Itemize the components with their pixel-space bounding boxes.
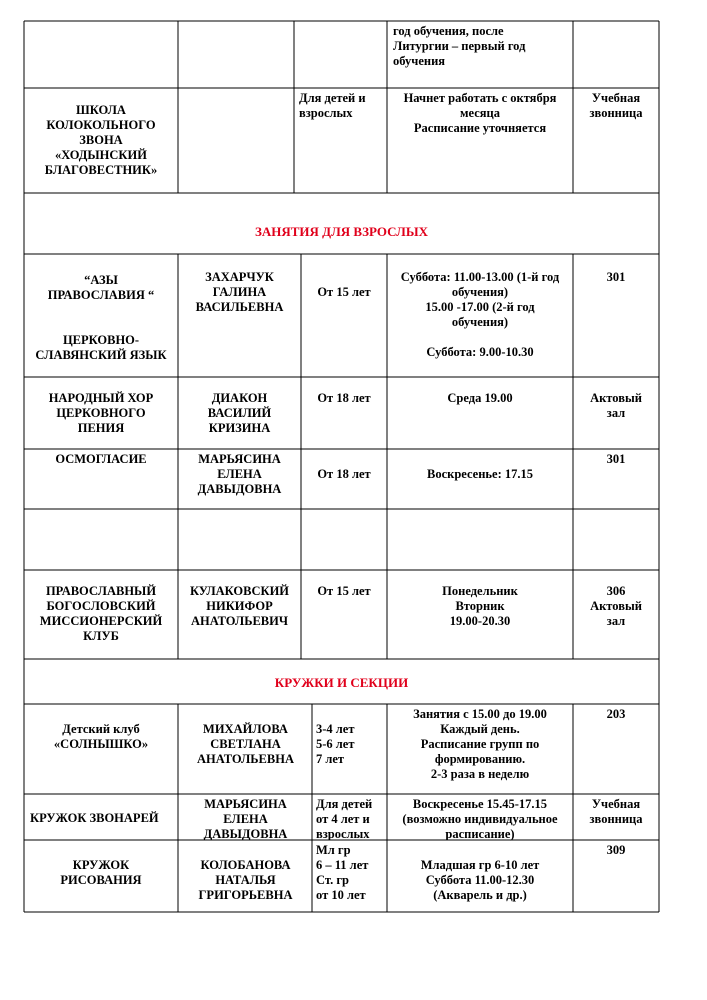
row-schedule: Занятия с 15.00 до 19.00 Каждый день. Расписание групп по формированию. 2-3 раза в неделю (413, 707, 547, 781)
row-room: 306 Актовый зал (590, 584, 642, 628)
row-teacher: КУЛАКОВСКИЙ НИКИФОР АНАТОЛЬЕВИЧ (189, 584, 290, 628)
bell-school-room: Учебная звонница (589, 91, 643, 120)
row-room: 309 (606, 843, 626, 857)
row-age: Для детей от 4 лет и взрослых (316, 797, 373, 841)
row-age: От 18 лет (317, 467, 371, 481)
row-name: КРУЖОК ЗВОНАРЕЙ (30, 811, 159, 825)
row-teacher: МИХАЙЛОВА СВЕТЛАНА АНАТОЛЬЕВНА (197, 722, 294, 766)
row-schedule: Воскресенье 15.45-17.15 (возможно индивидуальное расписание) (402, 797, 558, 841)
row-teacher: МАРЬЯСИНА ЕЛЕНА ДАВЫДОВНА (197, 452, 282, 496)
section-title-clubs: КРУЖКИ И СЕКЦИИ (274, 675, 409, 690)
row-name: КРУЖОК РИСОВАНИЯ (60, 858, 142, 887)
row-teacher: КОЛОБАНОВА НАТАЛЬЯ ГРИГОРЬЕВНА (198, 858, 293, 902)
bell-school-name: ШКОЛА КОЛОКОЛЬНОГО ЗВОНА «ХОДЫНСКИЙ БЛАГОВЕСТНИК» (44, 103, 158, 177)
row-room: 301 (606, 452, 626, 466)
row-room: Учебная звонница (589, 797, 643, 826)
row-teacher: МАРЬЯСИНА ЕЛЕНА ДАВЫДОВНА (203, 797, 288, 841)
bell-school-schedule: Начнет работать с октября месяца Расписание уточняется (403, 91, 557, 135)
row-schedule: Воскресенье: 17.15 (426, 467, 533, 481)
row-name: “АЗЫ ПРАВОСЛАВИЯ “ ЦЕРКОВНО- СЛАВЯНСКИЙ ЯЗЫК (35, 273, 167, 362)
row-schedule: Младшая гр 6-10 лет Суббота 11.00-12.30 (Акварель и др.) (420, 858, 540, 902)
row-schedule: Среда 19.00 (447, 391, 513, 405)
row-age: От 15 лет (317, 285, 371, 299)
row-schedule: Суббота: 11.00-13.00 (1-й год обучения) 15.00 -17.00 (2-й год обучения) Суббота: 9.00-10.30 (400, 270, 560, 359)
section-title-adults: ЗАНЯТИЯ ДЛЯ ВЗРОСЛЫХ (254, 224, 428, 239)
row-age: От 15 лет (317, 584, 371, 598)
row-age: От 18 лет (317, 391, 371, 405)
row-name: ОСМОГЛАСИЕ (55, 452, 147, 466)
row-name: ПРАВОСЛАВНЫЙ БОГОСЛОВСКИЙ МИССИОНЕРСКИЙ КЛУБ (39, 584, 163, 643)
row-teacher: ДИАКОН ВАСИЛИЙ КРИЗИНА (207, 391, 272, 435)
row-room: Актовый зал (590, 391, 642, 420)
row-age: Мл гр 6 – 11 лет Ст. гр от 10 лет (316, 843, 369, 902)
top-row-schedule: год обучения, после Литургии – первый год обучения (393, 24, 526, 68)
row-teacher: ЗАХАРЧУК ГАЛИНА ВАСИЛЬЕВНА (195, 270, 284, 314)
row-name: НАРОДНЫЙ ХОР ЦЕРКОВНОГО ПЕНИЯ (48, 391, 154, 435)
row-room: 203 (606, 707, 626, 721)
row-room: 301 (606, 270, 626, 284)
row-name: Детский клуб «СОЛНЫШКО» (53, 722, 149, 751)
row-age: 3-4 лет 5-6 лет 7 лет (316, 722, 355, 766)
bell-school-age: Для детей и взрослых (299, 91, 366, 120)
row-schedule: Понедельник Вторник 19.00-20.30 (442, 584, 518, 628)
